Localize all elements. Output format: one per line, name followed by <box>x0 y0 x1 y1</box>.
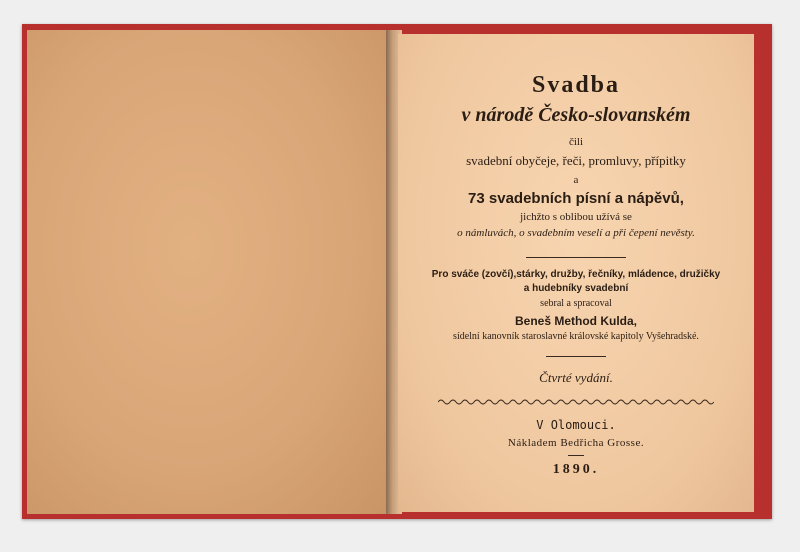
divider-rule <box>526 257 626 258</box>
book-title: Svadba <box>531 72 621 98</box>
subtitle-line-occasions: o námluvách, o svadebním veselí a při čepení nevěsty. <box>457 227 695 239</box>
audience-line-2: a hudebníky svadební <box>523 283 629 294</box>
conjunction-cili: čili <box>568 136 584 148</box>
audience-line-1: Pro sváče (zovčí),stárky, družby, řečníky, mládence, družičky <box>431 269 721 280</box>
title-page <box>398 34 754 512</box>
publisher: Nákladem Bedřicha Grosse. <box>507 437 645 449</box>
author-name: Beneš Method Kulda, <box>514 314 637 328</box>
subtitle-line-customs: svadební obyčeje, řeči, promluvy, přípitky <box>466 153 686 168</box>
edition-label: Čtvrté vydání. <box>539 370 613 385</box>
left-endpaper <box>27 30 389 514</box>
publication-year: 1890. <box>552 462 600 477</box>
divider-tiny <box>568 455 584 456</box>
subtitle-line-usage: jichžto s oblibou užívá se <box>520 211 632 223</box>
subtitle-line-songs: 73 svadebních písní a nápěvů, <box>468 190 684 207</box>
conjunction-a: a <box>573 174 579 186</box>
ornamental-rule <box>438 398 714 406</box>
author-title: sídelní kanovník staroslavné královské kapitoly Vyšehradské. <box>453 331 699 342</box>
publication-place: V Olomouci. <box>536 418 616 432</box>
book-subtitle: v národě Česko-slovanském <box>461 104 691 126</box>
compiled-by: sebral a spracoval <box>540 298 612 309</box>
divider-short <box>546 356 606 357</box>
